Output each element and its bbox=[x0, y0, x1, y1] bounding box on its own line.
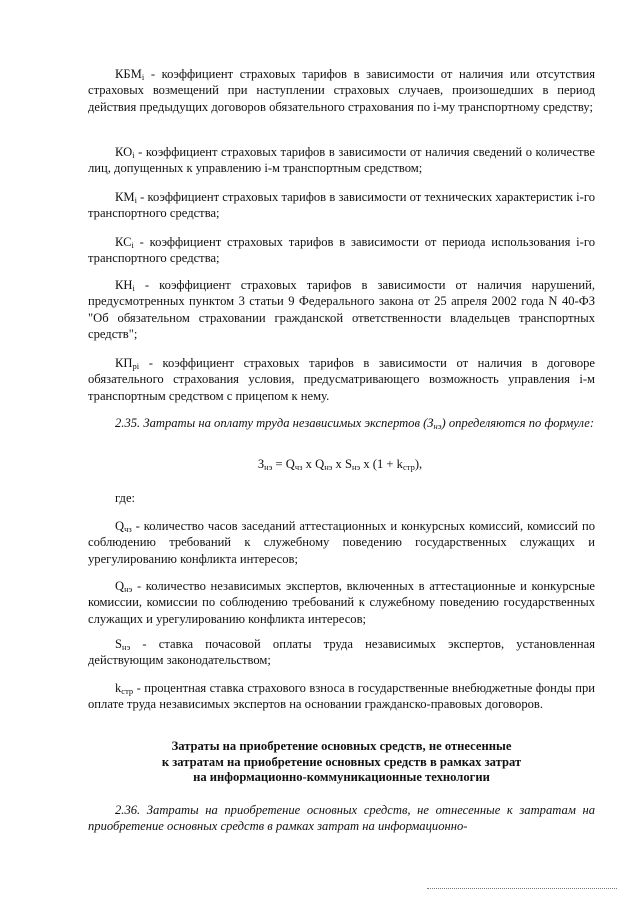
term-abbr: КО bbox=[115, 145, 133, 159]
section-2-35 bbox=[88, 415, 595, 431]
term-subscript: i bbox=[134, 195, 137, 205]
definition-q-chz bbox=[88, 518, 595, 567]
term-subscript: нэ bbox=[122, 642, 131, 652]
definition-kp bbox=[88, 355, 595, 404]
term-text: - ставка почасовой оплаты труда независимых экспертов, установленная действующим законодательством; bbox=[88, 637, 595, 668]
term-abbr: КП bbox=[115, 356, 133, 370]
heading-line-1: Затраты на приобретение основных средств, не отнесенные bbox=[171, 739, 512, 753]
term-text: - количество часов заседаний аттестационных и конкурсных комиссий, комиссий по соблюдению требований к служебному поведению государственных служащих и урегулированию конфликта интересов; bbox=[88, 519, 595, 566]
term-text: - процентная ставка страхового взноса в государственные внебюджетные фонды при оплате труда независимых экспертов на основании гражданско-правовых договоров. bbox=[88, 681, 595, 712]
term-subscript: стр bbox=[121, 686, 134, 696]
term-abbr: КН bbox=[115, 278, 133, 292]
term-text: - коэффициент страховых тарифов в зависимости от наличия сведений о количестве лиц, допущенных к управлению i-м транспортным средством; bbox=[88, 145, 595, 176]
term-subscript: рi bbox=[132, 361, 140, 371]
term-text: - коэффициент страховых тарифов в зависимости от наличия или отсутствия страховых возмещений при наступлении страховых случаев, произошедших в период действия предыдущих договоров обязательного страхования по i-му транспортному средству; bbox=[88, 67, 595, 114]
term-abbr: КС bbox=[115, 235, 132, 249]
definition-kn bbox=[88, 277, 595, 343]
formula: $З_{нэ} = Q_{чз}$ x $Q_{нэ}$ x $S_{нэ}$ x $(1 + k_{стр})$, bbox=[257, 457, 423, 472]
heading-line-2: к затратам на приобретение основных средств в рамках затрат bbox=[161, 754, 522, 769]
section-2-36: 2.36. Затраты на приобретение основных средств, не отнесенные к затратам на приобретение основных средств в рамках затрат на информационно- bbox=[88, 803, 595, 834]
term-subscript: нэ bbox=[124, 584, 133, 594]
heading-line-3: на информационно-коммуникационные технологии bbox=[193, 770, 490, 784]
term-subscript: чз bbox=[124, 524, 132, 534]
definition-ko bbox=[88, 144, 595, 177]
term-abbr: k bbox=[115, 681, 122, 695]
term-abbr: КМ bbox=[115, 190, 135, 204]
term-text: - коэффициент страховых тарифов в зависимости от наличия в договоре обязательного страхования условия, предусматривающего возможность управления i-м транспортным средством с прицепом к нему. bbox=[88, 356, 595, 403]
term-abbr: КБМ bbox=[115, 67, 142, 81]
definition-s-ne bbox=[88, 636, 595, 669]
section-text: 2.35. Затраты на оплату труда независимых экспертов (З bbox=[115, 416, 434, 430]
term-text: - коэффициент страховых тарифов в зависимости от наличия нарушений, предусмотренных пунктом 3 статьи 9 Федерального закона от 25 апреля 2002 года N 40-ФЗ "Об обязательном страховании гражданской ответственности владельцев транспортных средств"; bbox=[88, 278, 595, 342]
section-subscript: нэ bbox=[433, 421, 442, 431]
definition-km bbox=[88, 189, 595, 222]
definition-ks bbox=[88, 234, 595, 267]
term-subscript: i bbox=[131, 240, 134, 250]
term-subscript: i bbox=[141, 72, 145, 82]
term-subscript: i bbox=[132, 283, 135, 293]
footer-dotted-line bbox=[427, 888, 617, 889]
term-abbr: S bbox=[115, 637, 123, 651]
term-text: - количество независимых экспертов, включенных в аттестационные и конкурсные комиссии, комиссии по соблюдению требований к служебному поведению государственных служащих и урегулированию конфликта интересов; bbox=[88, 579, 595, 626]
definition-k-str bbox=[88, 680, 595, 713]
term-subscript: i bbox=[132, 150, 135, 160]
term-text: - коэффициент страховых тарифов в зависимости от технических характеристик i-го транспортного средства; bbox=[88, 190, 595, 221]
term-abbr: Q bbox=[115, 579, 125, 593]
definition-q-ne bbox=[88, 578, 595, 627]
section-heading bbox=[88, 739, 595, 786]
term-text: - коэффициент страховых тарифов в зависимости от периода использования i-го транспортного средства; bbox=[88, 235, 595, 266]
section-text-tail: ) определяются по формуле: bbox=[441, 416, 595, 430]
definition-kbm bbox=[88, 66, 595, 115]
term-abbr: Q bbox=[115, 519, 125, 533]
where-label: где: bbox=[115, 491, 136, 505]
